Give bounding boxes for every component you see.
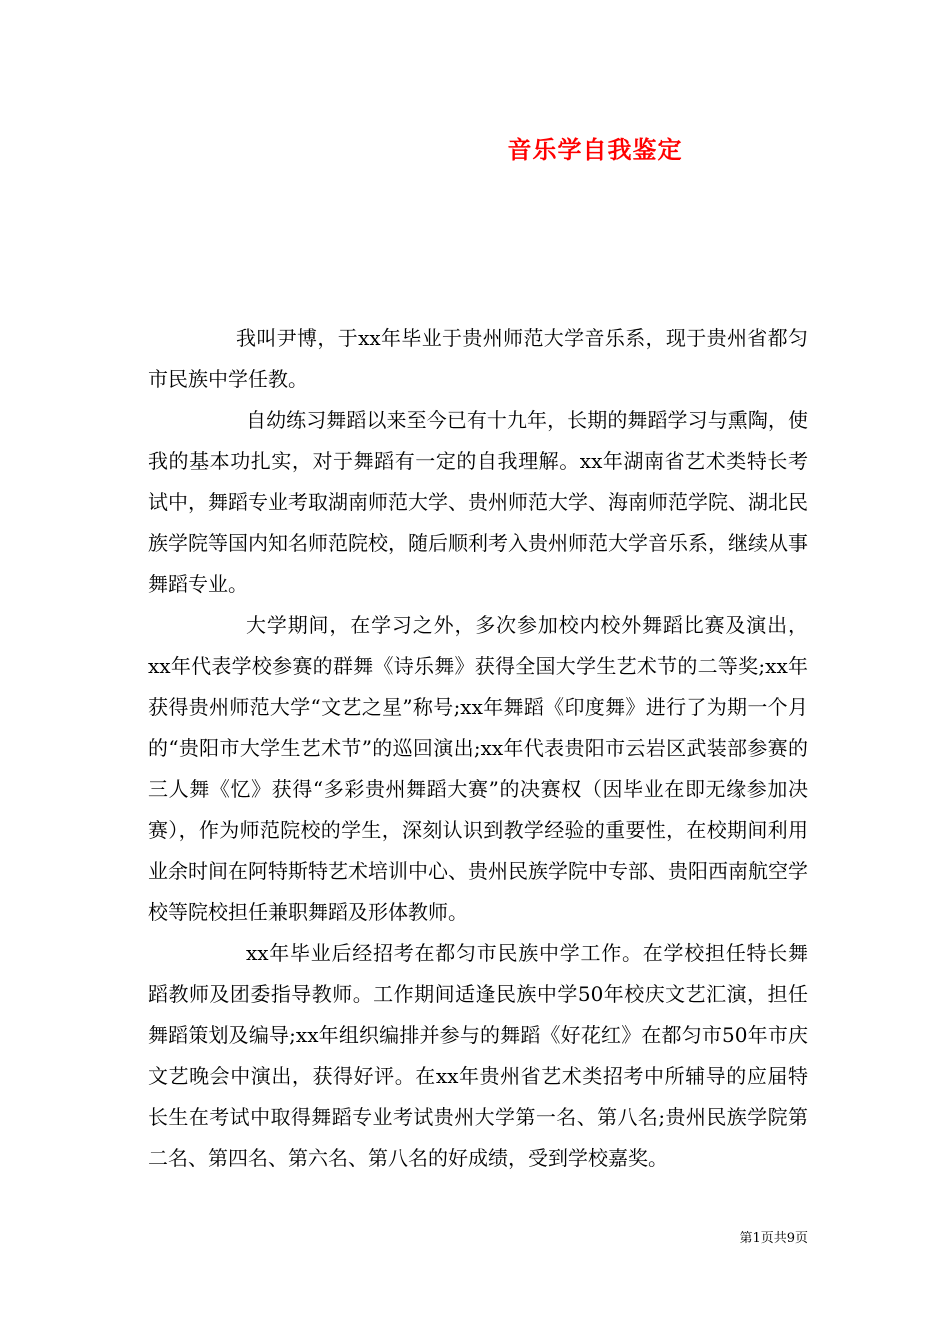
paragraph-intro: 我叫尹博，于xx年毕业于贵州师范大学音乐系，现于贵州省都匀市民族中学任教。 (148, 326, 808, 391)
paragraph-university: 大学期间，在学习之外，多次参加校内校外舞蹈比赛及演出，xx年代表学校参赛的群舞《诗乐舞》获得全国大学生艺术节的二等奖;xx年获得贵州师范大学“文艺之星”称号;xx年舞蹈《印度舞》进行了为期一个月的“贵阳市大学生艺术节”的巡回演出;xx年代表贵阳市云岩区武装部参赛的三人舞《忆》获得“多彩贵州舞蹈大赛”的决赛权（因毕业在即无缘参加决赛），作为师范院校的学生，深刻认识到教学经验的重要性，在校期间利用业余时间在阿特斯特艺术培训中心、贵州民族学院中专部、贵阳西南航空学校等院校担任兼职舞蹈及形体教师。 (148, 613, 808, 924)
document-title: 音乐学自我鉴定 (507, 135, 683, 164)
paragraph-dance-background: 自幼练习舞蹈以来至今已有十九年，长期的舞蹈学习与熏陶，使我的基本功扎实，对于舞蹈有一定的自我理解。xx年湖南省艺术类特长考试中，舞蹈专业考取湖南师范大学、贵州师范大学、海南师范学院、湖北民族学院等国内知名师范院校，随后顺利考入贵州师范大学音乐系，继续从事舞蹈专业。 (148, 408, 808, 596)
page-number-footer: 第1页共9页 (739, 1231, 808, 1246)
document-body (148, 318, 808, 1179)
paragraph-work: xx年毕业后经招考在都匀市民族中学工作。在学校担任特长舞蹈教师及团委指导教师。工作期间适逢民族中学50年校庆文艺汇演，担任舞蹈策划及编导;xx年组织编排并参与的舞蹈《好花红》在都匀市50年市庆文艺晚会中演出，获得好评。在xx年贵州省艺术类招考中所辅导的应届特长生在考试中取得舞蹈专业考试贵州大学第一名、第八名;贵州民族学院第二名、第四名、第六名、第八名的好成绩，受到学校嘉奖。 (148, 941, 808, 1170)
